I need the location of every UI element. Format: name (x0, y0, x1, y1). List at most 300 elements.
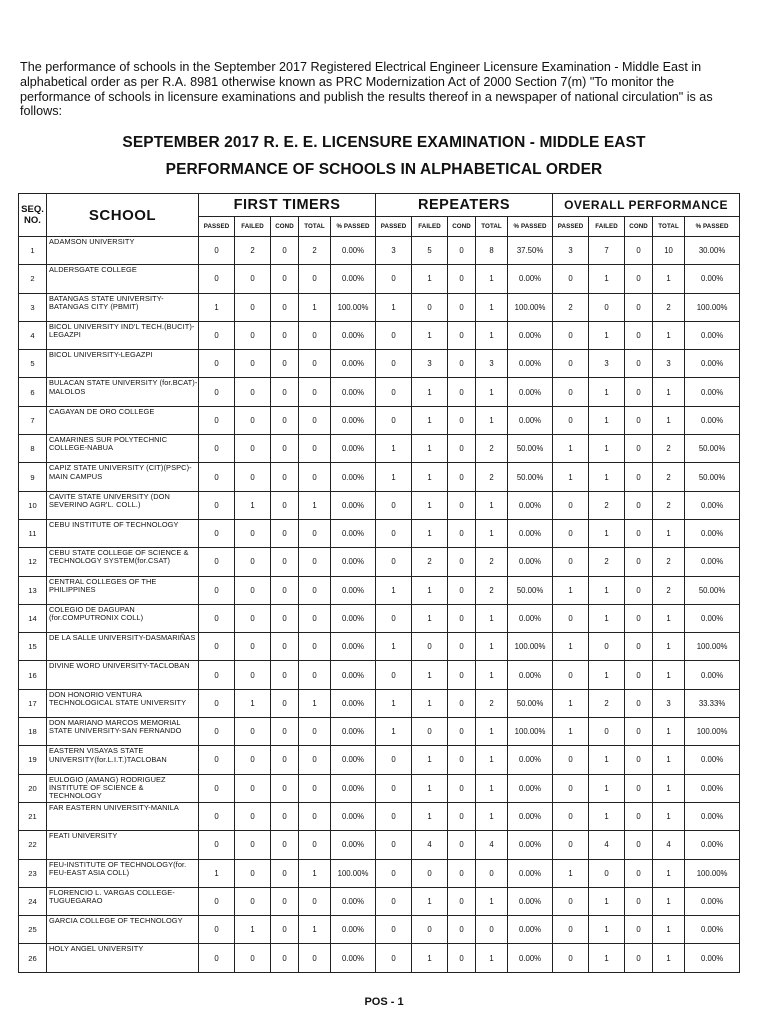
ft-value: 1 (235, 689, 271, 717)
ft-value: 0 (199, 435, 235, 463)
ft-value: 100.00% (331, 859, 376, 887)
ft-value: 0 (299, 350, 331, 378)
ft-value: 0.00% (331, 944, 376, 972)
ov-value: 1 (589, 519, 625, 547)
ft-value: 0.00% (331, 689, 376, 717)
ov-value: 0 (553, 887, 589, 915)
ft-value: 0 (235, 944, 271, 972)
ov-value: 1 (589, 661, 625, 689)
table-row (19, 378, 740, 406)
rp-value: 1 (412, 265, 448, 293)
ft-value: 0 (299, 831, 331, 859)
table-row (19, 916, 740, 944)
ov-value: 0 (625, 435, 653, 463)
ft-value: 100.00% (331, 293, 376, 321)
ov-value: 0 (589, 633, 625, 661)
ov-value: 0 (553, 802, 589, 830)
rp-value: 2 (476, 576, 508, 604)
school-name: COLEGIO DE DAGUPAN (for.COMPUTRONIX COLL) (47, 604, 199, 632)
ov-value: 100.00% (685, 633, 740, 661)
ov-value: 33.33% (685, 689, 740, 717)
ft-value: 0 (199, 576, 235, 604)
rp-value: 1 (412, 689, 448, 717)
ov-subheader-2: COND (625, 217, 653, 237)
seq-number: 11 (19, 519, 47, 547)
ov-value: 1 (589, 916, 625, 944)
rp-value: 1 (412, 661, 448, 689)
school-name: ALDERSGATE COLLEGE (47, 265, 199, 293)
seq-header-line2: NO. (24, 215, 41, 226)
rp-value: 0 (448, 406, 476, 434)
rp-value: 0.00% (508, 350, 553, 378)
seq-number: 22 (19, 831, 47, 859)
ft-value: 0 (271, 774, 299, 802)
ft-value: 0.00% (331, 718, 376, 746)
ov-value: 0 (625, 633, 653, 661)
ft-value: 0 (235, 831, 271, 859)
ov-value: 1 (653, 604, 685, 632)
ft-value: 0 (199, 916, 235, 944)
ov-value: 1 (653, 802, 685, 830)
ov-value: 1 (653, 378, 685, 406)
rp-value: 0 (376, 802, 412, 830)
rp-value: 50.00% (508, 435, 553, 463)
rp-value: 0 (376, 548, 412, 576)
school-name: GARCIA COLLEGE OF TECHNOLOGY (47, 916, 199, 944)
ov-subheader-4: % PASSED (685, 217, 740, 237)
ov-subheader-3: TOTAL (653, 217, 685, 237)
ov-value: 1 (589, 435, 625, 463)
rp-value: 1 (476, 519, 508, 547)
rp-value: 0 (376, 519, 412, 547)
rp-value: 0.00% (508, 774, 553, 802)
ov-value: 0.00% (685, 802, 740, 830)
ft-value: 0 (271, 604, 299, 632)
rp-value: 0.00% (508, 321, 553, 349)
school-name: DON MARIANO MARCOS MEMORIAL STATE UNIVERSITY-SAN FERNANDO (47, 718, 199, 746)
ov-value: 0 (553, 661, 589, 689)
ft-value: 0 (271, 519, 299, 547)
rp-value: 2 (476, 548, 508, 576)
rp-value: 0.00% (508, 831, 553, 859)
seq-header-line1: SEQ. (21, 204, 44, 215)
page-footer: POS - 1 (364, 996, 404, 1008)
table-row (19, 519, 740, 547)
table-row (19, 633, 740, 661)
seq-number: 10 (19, 491, 47, 519)
ov-value: 0.00% (685, 321, 740, 349)
ft-value: 0 (199, 633, 235, 661)
ov-value: 0 (625, 576, 653, 604)
ov-value: 1 (553, 435, 589, 463)
ft-value: 0 (235, 887, 271, 915)
ov-value: 100.00% (685, 293, 740, 321)
rp-value: 100.00% (508, 718, 553, 746)
ov-value: 1 (653, 746, 685, 774)
seq-number: 26 (19, 944, 47, 972)
school-name: EASTERN VISAYAS STATE UNIVERSITY(for.L.I.T.)TACLOBAN (47, 746, 199, 774)
rp-value: 0 (376, 265, 412, 293)
seq-number: 5 (19, 350, 47, 378)
rp-value: 1 (376, 293, 412, 321)
ft-value: 0.00% (331, 604, 376, 632)
ft-value: 0 (299, 265, 331, 293)
rp-value: 1 (476, 604, 508, 632)
seq-number: 9 (19, 463, 47, 491)
rp-value: 0.00% (508, 916, 553, 944)
ft-value: 0 (271, 718, 299, 746)
ft-value: 2 (235, 237, 271, 265)
ft-value: 0 (271, 576, 299, 604)
rp-value: 0 (448, 887, 476, 915)
rp-subheader-3: TOTAL (476, 217, 508, 237)
ov-value: 3 (653, 350, 685, 378)
rp-value: 0.00% (508, 604, 553, 632)
ft-value: 0 (299, 463, 331, 491)
table-row (19, 265, 740, 293)
ft-value: 0.00% (331, 746, 376, 774)
ov-value: 50.00% (685, 435, 740, 463)
ft-value: 0 (199, 237, 235, 265)
ov-value: 1 (653, 718, 685, 746)
rp-value: 0 (448, 435, 476, 463)
rp-value: 0 (448, 831, 476, 859)
school-name: DON HONORIO VENTURA TECHNOLOGICAL STATE UNIVERSITY (47, 689, 199, 717)
ft-value: 0 (199, 661, 235, 689)
ft-value: 2 (299, 237, 331, 265)
ov-value: 0 (553, 350, 589, 378)
ov-value: 1 (653, 774, 685, 802)
ft-value: 0.00% (331, 887, 376, 915)
rp-value: 0 (448, 576, 476, 604)
ov-value: 0 (625, 661, 653, 689)
ft-value: 0 (299, 519, 331, 547)
rp-subheader-0: PASSED (376, 217, 412, 237)
school-name: FLORENCIO L. VARGAS COLLEGE-TUGUEGARAO (47, 887, 199, 915)
ft-value: 0 (235, 746, 271, 774)
ft-value: 0 (199, 746, 235, 774)
ov-subheader-0: PASSED (553, 217, 589, 237)
ov-value: 2 (653, 576, 685, 604)
ov-value: 0 (625, 887, 653, 915)
intro-paragraph: The performance of schools in the September 2017 Registered Electrical Engineer Licensure Examination - Middle East in alphabetical order as per R.A. 8981 otherwise known as PRC Modernization Act of 2000 Section 7(m) "To monitor the performance of schools in licensure examinations and publish the results thereof in a newspaper of national circulation" is as follows: (20, 60, 713, 119)
ov-value: 1 (653, 406, 685, 434)
ov-value: 1 (553, 718, 589, 746)
ft-value: 0 (271, 435, 299, 463)
ft-value: 0 (271, 661, 299, 689)
ft-value: 0 (235, 802, 271, 830)
ov-value: 2 (653, 548, 685, 576)
ft-value: 0 (199, 802, 235, 830)
ov-value: 0.00% (685, 916, 740, 944)
school-name: CAVITE STATE UNIVERSITY (DON SEVERINO AGR'L. COLL.) (47, 491, 199, 519)
ft-value: 0 (299, 633, 331, 661)
ft-value: 0 (271, 293, 299, 321)
rp-value: 1 (476, 378, 508, 406)
rp-value: 0.00% (508, 944, 553, 972)
rp-value: 0 (448, 463, 476, 491)
ft-value: 0.00% (331, 548, 376, 576)
ov-value: 100.00% (685, 859, 740, 887)
ov-value: 0.00% (685, 265, 740, 293)
rp-value: 0 (376, 350, 412, 378)
rp-value: 0.00% (508, 661, 553, 689)
ft-value: 0 (271, 237, 299, 265)
ft-value: 0 (235, 406, 271, 434)
school-name: CAGAYAN DE ORO COLLEGE (47, 406, 199, 434)
ov-value: 0.00% (685, 378, 740, 406)
rp-value: 0 (376, 406, 412, 434)
rp-value: 0 (476, 859, 508, 887)
ov-subheader-1: FAILED (589, 217, 625, 237)
ov-value: 1 (653, 633, 685, 661)
rp-value: 0.00% (508, 548, 553, 576)
rp-value: 4 (412, 831, 448, 859)
ft-value: 0 (199, 491, 235, 519)
rp-subheader-1: FAILED (412, 217, 448, 237)
ft-value: 0 (299, 746, 331, 774)
ov-value: 0 (625, 746, 653, 774)
ft-value: 0 (235, 633, 271, 661)
rp-value: 0 (376, 661, 412, 689)
ov-value: 2 (653, 491, 685, 519)
rp-value: 0 (376, 916, 412, 944)
ft-value: 0 (199, 718, 235, 746)
ov-value: 0 (589, 293, 625, 321)
ft-value: 0 (271, 689, 299, 717)
rp-value: 3 (476, 350, 508, 378)
rp-value: 0.00% (508, 859, 553, 887)
rp-value: 0.00% (508, 802, 553, 830)
ft-value: 0 (199, 689, 235, 717)
rp-value: 1 (412, 321, 448, 349)
ft-value: 0.00% (331, 378, 376, 406)
ft-value: 0.00% (331, 463, 376, 491)
seq-number: 24 (19, 887, 47, 915)
rp-value: 0 (448, 774, 476, 802)
ft-value: 0 (299, 887, 331, 915)
rp-value: 0 (412, 859, 448, 887)
rp-value: 1 (412, 774, 448, 802)
ov-value: 0 (625, 604, 653, 632)
rp-value: 0 (376, 321, 412, 349)
table-row (19, 718, 740, 746)
ov-value: 0 (625, 689, 653, 717)
ov-value: 3 (553, 237, 589, 265)
ov-value: 0 (589, 859, 625, 887)
ov-value: 0 (625, 491, 653, 519)
school-name: FEATI UNIVERSITY (47, 831, 199, 859)
rp-value: 1 (476, 944, 508, 972)
ft-value: 0 (199, 944, 235, 972)
ov-value: 50.00% (685, 576, 740, 604)
school-name: BICOL UNIVERSITY-LEGAZPI (47, 350, 199, 378)
seq-number: 14 (19, 604, 47, 632)
ov-value: 0.00% (685, 519, 740, 547)
ft-value: 0 (235, 293, 271, 321)
rp-value: 0.00% (508, 887, 553, 915)
ov-value: 0 (553, 519, 589, 547)
rp-value: 37.50% (508, 237, 553, 265)
rp-value: 0 (376, 774, 412, 802)
school-header: SCHOOL (47, 194, 199, 237)
table-row (19, 491, 740, 519)
ov-value: 2 (653, 293, 685, 321)
rp-value: 2 (476, 689, 508, 717)
ft-value: 0 (299, 576, 331, 604)
rp-value: 0 (376, 491, 412, 519)
ov-value: 50.00% (685, 463, 740, 491)
rp-value: 1 (376, 463, 412, 491)
ov-value: 0 (553, 378, 589, 406)
ov-value: 0.00% (685, 774, 740, 802)
ft-value: 0 (235, 378, 271, 406)
rp-value: 1 (476, 802, 508, 830)
table-row (19, 774, 740, 802)
ft-value: 0 (271, 548, 299, 576)
ov-value: 1 (589, 887, 625, 915)
ft-value: 1 (299, 491, 331, 519)
rp-value: 50.00% (508, 576, 553, 604)
ft-value: 0 (199, 463, 235, 491)
table-row (19, 293, 740, 321)
ft-value: 0 (271, 859, 299, 887)
seq-number: 21 (19, 802, 47, 830)
table-row (19, 604, 740, 632)
rp-value: 0 (448, 350, 476, 378)
rp-value: 0 (376, 859, 412, 887)
table-row (19, 689, 740, 717)
rp-value: 0 (448, 604, 476, 632)
rp-value: 5 (412, 237, 448, 265)
ft-value: 0 (235, 435, 271, 463)
rp-value: 50.00% (508, 463, 553, 491)
ov-value: 0 (553, 944, 589, 972)
ov-value: 1 (589, 463, 625, 491)
ov-value: 0 (625, 519, 653, 547)
ov-value: 2 (589, 689, 625, 717)
ft-subheader-3: TOTAL (299, 217, 331, 237)
ft-value: 0 (271, 350, 299, 378)
table-row (19, 802, 740, 830)
seq-number: 13 (19, 576, 47, 604)
rp-value: 0 (448, 944, 476, 972)
rp-value: 2 (476, 463, 508, 491)
ov-value: 1 (653, 887, 685, 915)
ov-value: 0 (625, 293, 653, 321)
ov-value: 0.00% (685, 944, 740, 972)
ov-value: 0 (625, 265, 653, 293)
seq-number: 20 (19, 774, 47, 802)
ov-value: 30.00% (685, 237, 740, 265)
rp-value: 0.00% (508, 746, 553, 774)
seq-number: 4 (19, 321, 47, 349)
rp-value: 1 (412, 463, 448, 491)
ft-value: 0 (199, 265, 235, 293)
seq-number: 2 (19, 265, 47, 293)
ov-value: 0.00% (685, 831, 740, 859)
rp-value: 0 (448, 378, 476, 406)
rp-value: 1 (412, 491, 448, 519)
rp-value: 0 (448, 548, 476, 576)
ov-value: 0.00% (685, 661, 740, 689)
rp-value: 1 (476, 746, 508, 774)
ft-value: 0.00% (331, 321, 376, 349)
ov-value: 0 (553, 604, 589, 632)
ft-value: 0 (199, 350, 235, 378)
table-row (19, 944, 740, 972)
ov-value: 1 (589, 378, 625, 406)
first-timers-header: FIRST TIMERS (199, 194, 376, 217)
ov-value: 7 (589, 237, 625, 265)
ov-value: 1 (653, 916, 685, 944)
ov-value: 0 (625, 350, 653, 378)
seq-number: 18 (19, 718, 47, 746)
ft-value: 1 (199, 293, 235, 321)
ov-value: 100.00% (685, 718, 740, 746)
ov-value: 0 (553, 548, 589, 576)
ov-value: 1 (553, 689, 589, 717)
ft-value: 0 (299, 718, 331, 746)
ft-value: 1 (299, 916, 331, 944)
ov-value: 1 (653, 265, 685, 293)
table-row (19, 746, 740, 774)
rp-value: 2 (412, 548, 448, 576)
ov-value: 1 (589, 802, 625, 830)
table-title: PERFORMANCE OF SCHOOLS IN ALPHABETICAL ORDER (165, 161, 603, 178)
rp-subheader-2: COND (448, 217, 476, 237)
table-header (19, 194, 740, 237)
ov-value: 1 (553, 859, 589, 887)
ov-value: 0 (553, 321, 589, 349)
ft-value: 0 (271, 802, 299, 830)
ft-value: 0 (199, 774, 235, 802)
ft-value: 0 (199, 378, 235, 406)
ov-value: 3 (653, 689, 685, 717)
ft-value: 0 (271, 378, 299, 406)
ov-value: 1 (653, 944, 685, 972)
ov-value: 0 (625, 406, 653, 434)
ov-value: 1 (589, 774, 625, 802)
school-name: BATANGAS STATE UNIVERSITY-BATANGAS CITY (PBMIT) (47, 293, 199, 321)
ft-value: 0 (199, 887, 235, 915)
seq-number: 8 (19, 435, 47, 463)
ft-value: 0 (299, 406, 331, 434)
rp-value: 100.00% (508, 293, 553, 321)
ov-value: 1 (589, 406, 625, 434)
ft-value: 0 (235, 265, 271, 293)
ov-value: 3 (589, 350, 625, 378)
ov-value: 1 (589, 321, 625, 349)
ft-value: 0 (299, 604, 331, 632)
rp-value: 1 (376, 718, 412, 746)
rp-value: 1 (412, 944, 448, 972)
ov-value: 0 (553, 916, 589, 944)
rp-value: 1 (412, 435, 448, 463)
ft-value: 0 (235, 463, 271, 491)
ft-value: 0.00% (331, 406, 376, 434)
ov-value: 1 (553, 576, 589, 604)
overall-performance-header: OVERALL PERFORMANCE (553, 194, 740, 217)
seq-number: 7 (19, 406, 47, 434)
ft-value: 0.00% (331, 519, 376, 547)
ft-value: 0 (271, 406, 299, 434)
rp-value: 0 (376, 378, 412, 406)
ov-value: 1 (589, 576, 625, 604)
ov-value: 0 (625, 944, 653, 972)
seq-number: 19 (19, 746, 47, 774)
ov-value: 1 (653, 321, 685, 349)
